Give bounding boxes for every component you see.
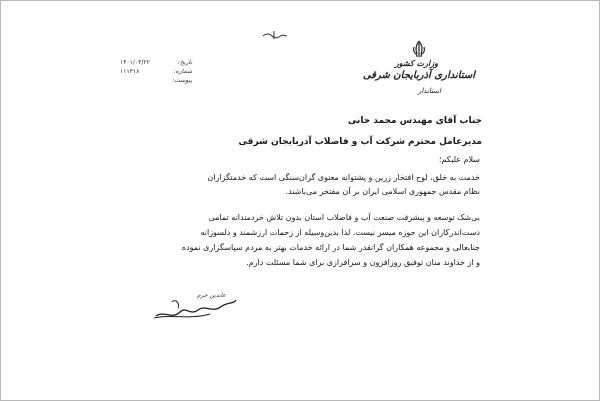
handwritten-signature bbox=[150, 290, 240, 324]
top-mark-icon bbox=[262, 30, 288, 40]
addressee-position: مدیرعامل محترم شرکت آب و فاضلاب آذربایجان شرقی bbox=[238, 137, 482, 147]
letter-meta bbox=[120, 58, 192, 85]
number-value: ۱۱۱۳۱۸ bbox=[120, 68, 140, 75]
province-name: استانداری آذربایجان شرقی bbox=[362, 70, 475, 81]
body-line: دست‌اندرکاران این حوزه میسر نیست. لذا بدین‌وسیله از زحمات ارزشمند و دلسوزانه bbox=[200, 228, 480, 237]
iran-emblem-icon bbox=[411, 40, 427, 58]
body-line: و از خداوند منان توفیق روزافزون و سرافرازی برای شما مسئلت دارم. bbox=[246, 258, 480, 267]
date-label: تاریخ: bbox=[178, 59, 192, 66]
addressee-name: جناب آقای مهندس محمد خانی bbox=[347, 116, 482, 126]
number-row bbox=[120, 67, 192, 76]
body-line: نظام مقدس جمهوری اسلامی ایران بر آن مفتخر می‌باشند. bbox=[285, 187, 480, 196]
greeting: سلام علیکم؛ bbox=[438, 155, 480, 164]
date-value: ۱۴۰۱/۰۴/۲۲ bbox=[120, 59, 150, 66]
body-line: بی‌شک توسعه و پیشرفت صنعت آب و فاضلاب استان بدون تلاش خردمندانه تمامی bbox=[208, 213, 480, 222]
number-label: شماره: bbox=[173, 68, 192, 75]
attachment-label: پیوست: bbox=[172, 77, 192, 84]
date-row bbox=[120, 58, 192, 67]
ministry-name: وزارت کشور bbox=[394, 58, 438, 68]
attachment-row bbox=[120, 76, 192, 85]
body-line: خدمت به خلق، لوح افتخار زرین و پشتوانه معنوی گران‌سنگی است که خدمتگزاران bbox=[207, 173, 480, 182]
office-title: استاندار bbox=[417, 87, 441, 95]
body-line: جنابعالی و مجموعه همکاران گرانقدر شما در ارائه خدمات بهتر به مردم سپاسگزاری نموده bbox=[181, 243, 480, 252]
signature-name: عابدین خرم bbox=[196, 292, 226, 299]
